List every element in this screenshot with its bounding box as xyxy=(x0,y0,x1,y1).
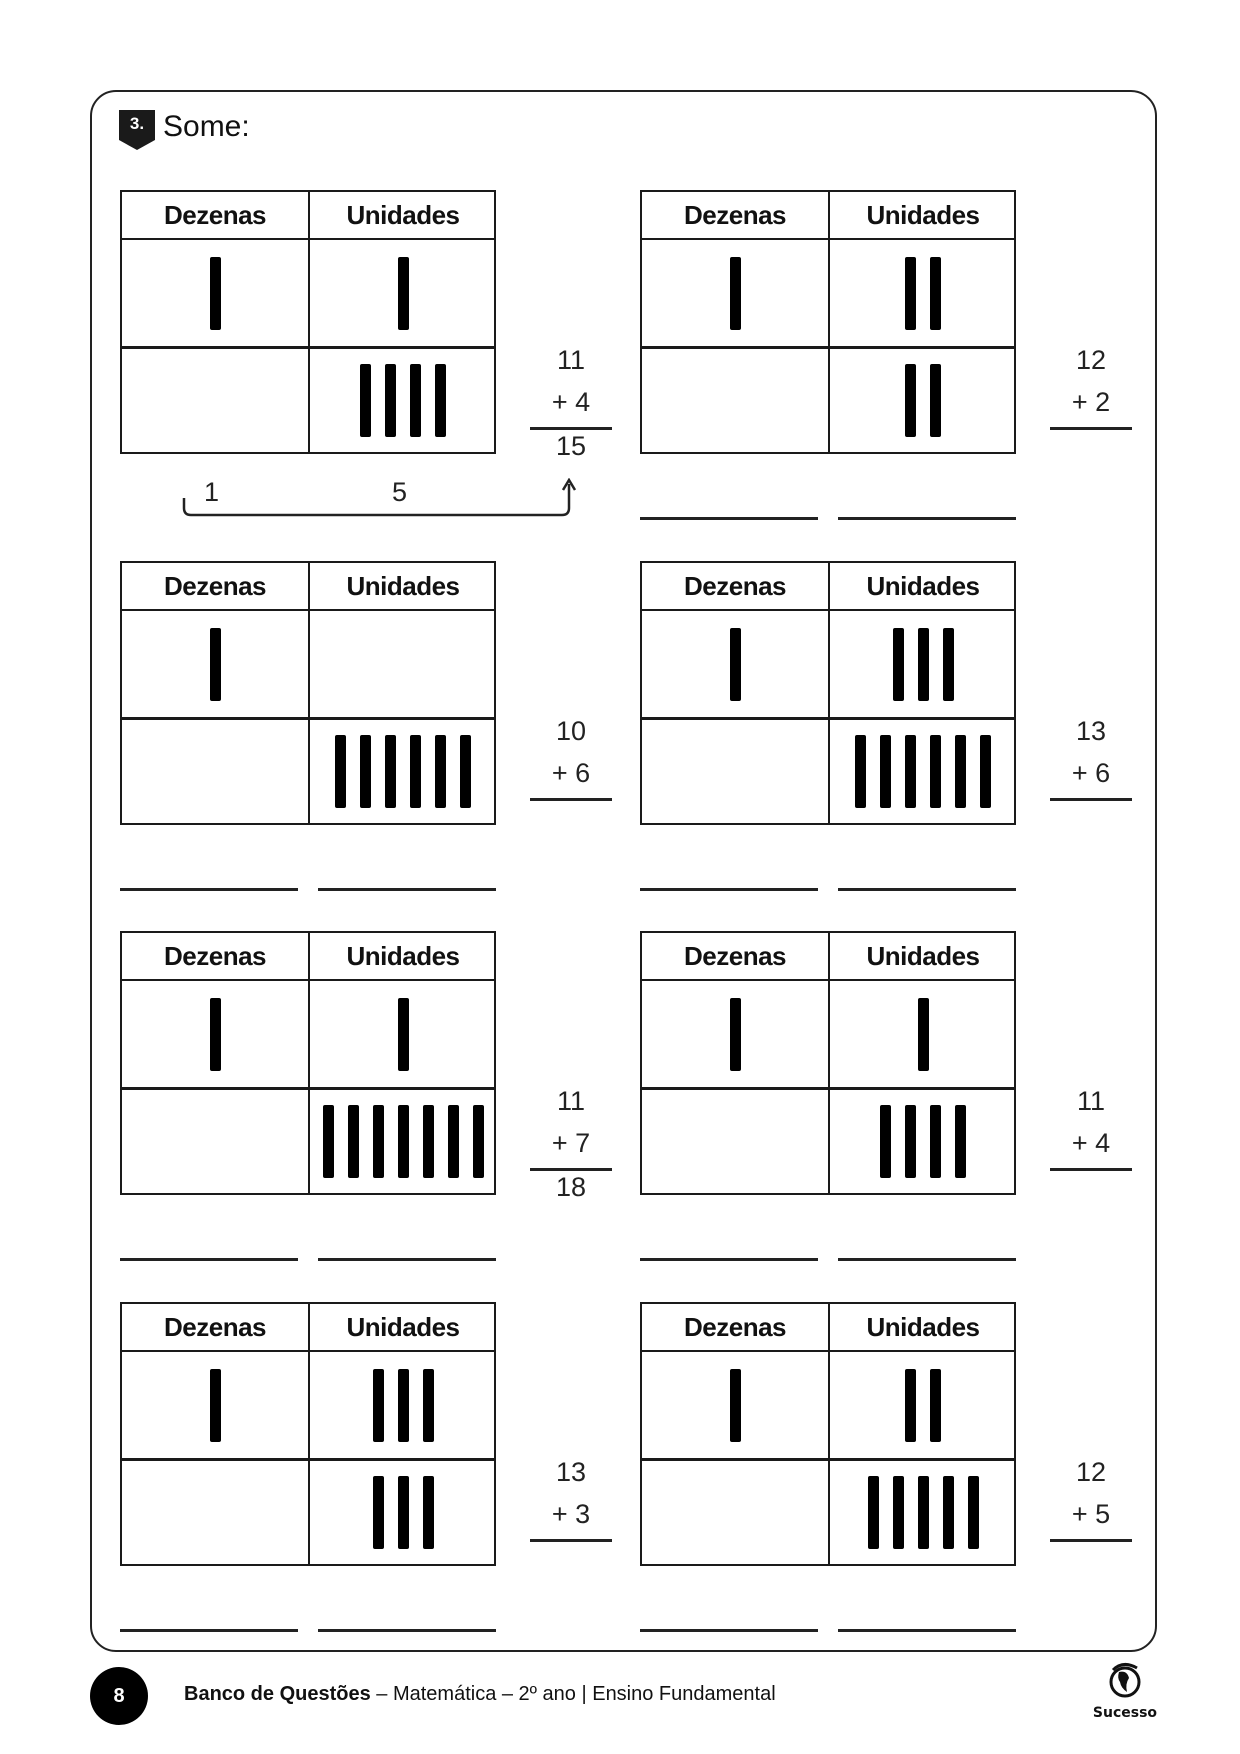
units-cell-row2 xyxy=(830,348,1016,452)
place-value-table xyxy=(120,190,496,454)
addend-1: 11 xyxy=(556,1086,586,1116)
units-cell-row1 xyxy=(310,240,496,346)
stick-icon xyxy=(398,257,409,330)
stick-icon xyxy=(980,735,991,808)
example-arrow-icon xyxy=(180,478,580,523)
sum-line xyxy=(1050,798,1132,801)
tens-cell-row2 xyxy=(122,719,308,823)
place-value-table xyxy=(120,1302,496,1566)
stick-icon xyxy=(210,628,221,701)
stick-icon xyxy=(373,1105,384,1178)
answer-line-units[interactable] xyxy=(838,1258,1016,1261)
tens-cell-row1 xyxy=(642,240,828,346)
stick-icon xyxy=(373,1476,384,1549)
example-answer-tens: 1 xyxy=(204,477,220,507)
sum-line xyxy=(1050,1168,1132,1171)
stick-icon xyxy=(930,364,941,437)
globe-logo-icon xyxy=(1107,1662,1143,1700)
stick-icon xyxy=(918,628,929,701)
stick-icon xyxy=(435,364,446,437)
units-cell-row1 xyxy=(310,611,496,717)
publisher-logo xyxy=(1090,1662,1160,1721)
header-units: Unidades xyxy=(346,1312,460,1342)
answer-line-units[interactable] xyxy=(838,888,1016,891)
tens-cell-row1 xyxy=(122,1352,308,1458)
addend-1: 12 xyxy=(1075,345,1107,375)
header-tens: Dezenas xyxy=(684,571,786,601)
units-cell-row2 xyxy=(830,1460,1016,1564)
footer-title-bold: Banco de Questões xyxy=(184,1683,371,1705)
stick-icon xyxy=(448,1105,459,1178)
stick-icon xyxy=(423,1105,434,1178)
place-value-table xyxy=(640,190,1016,454)
tens-cell-row2 xyxy=(642,719,828,823)
tens-cell-row1 xyxy=(122,611,308,717)
addend-1: 11 xyxy=(556,345,586,375)
units-cell-row2 xyxy=(830,719,1016,823)
header-tens: Dezenas xyxy=(164,571,266,601)
header-tens: Dezenas xyxy=(164,1312,266,1342)
tens-cell-row1 xyxy=(642,611,828,717)
footer-title xyxy=(184,1683,776,1706)
stick-icon xyxy=(730,257,741,330)
stick-icon xyxy=(905,364,916,437)
tens-cell-row2 xyxy=(122,348,308,452)
stick-icon xyxy=(360,364,371,437)
header-units: Unidades xyxy=(346,571,460,601)
place-value-table xyxy=(640,561,1016,825)
units-cell-row1 xyxy=(830,611,1016,717)
header-units: Unidades xyxy=(866,1312,980,1342)
tens-cell-row2 xyxy=(642,1460,828,1564)
place-value-table xyxy=(120,561,496,825)
addend-2: + 7 xyxy=(551,1128,591,1158)
units-cell-row2 xyxy=(830,1089,1016,1193)
sum-line xyxy=(1050,1539,1132,1542)
question-instruction: Some: xyxy=(163,110,250,143)
stick-icon xyxy=(930,735,941,808)
place-value-table xyxy=(640,931,1016,1195)
tens-cell-row1 xyxy=(122,240,308,346)
header-tens: Dezenas xyxy=(684,1312,786,1342)
sum-result: 15 xyxy=(555,431,587,461)
header-tens: Dezenas xyxy=(684,200,786,230)
units-cell-row2 xyxy=(310,719,496,823)
tens-cell-row2 xyxy=(642,348,828,452)
units-cell-row1 xyxy=(310,1352,496,1458)
answer-line-tens[interactable] xyxy=(120,888,298,891)
place-value-table xyxy=(640,1302,1016,1566)
units-cell-row2 xyxy=(310,1460,496,1564)
stick-icon xyxy=(348,1105,359,1178)
logo-text: Sucesso xyxy=(1092,1705,1158,1721)
stick-icon xyxy=(905,1105,916,1178)
units-cell-row1 xyxy=(830,1352,1016,1458)
header-units: Unidades xyxy=(866,571,980,601)
stick-icon xyxy=(930,257,941,330)
sum-line xyxy=(530,1539,612,1542)
stick-icon xyxy=(905,257,916,330)
stick-icon xyxy=(905,735,916,808)
answer-line-tens[interactable] xyxy=(120,1629,298,1632)
answer-line-tens[interactable] xyxy=(120,1258,298,1261)
stick-icon xyxy=(955,1105,966,1178)
header-tens: Dezenas xyxy=(164,200,266,230)
answer-line-units[interactable] xyxy=(838,517,1016,520)
stick-icon xyxy=(398,1476,409,1549)
stick-icon xyxy=(893,1476,904,1549)
stick-icon xyxy=(968,1476,979,1549)
addend-1: 11 xyxy=(1076,1086,1106,1116)
footer-title-rest: – Matemática – 2º ano | Ensino Fundamental xyxy=(370,1683,776,1705)
stick-icon xyxy=(930,1369,941,1442)
sum-line xyxy=(1050,427,1132,430)
answer-line-tens[interactable] xyxy=(640,888,818,891)
page-number: 8 xyxy=(90,1667,148,1725)
answer-line-units[interactable] xyxy=(838,1629,1016,1632)
sum-line xyxy=(530,1168,612,1171)
stick-icon xyxy=(730,1369,741,1442)
stick-icon xyxy=(918,1476,929,1549)
stick-icon xyxy=(880,735,891,808)
sum-result: 18 xyxy=(555,1172,587,1202)
stick-icon xyxy=(473,1105,484,1178)
stick-icon xyxy=(435,735,446,808)
header-units: Unidades xyxy=(866,200,980,230)
units-cell-row2 xyxy=(310,1089,496,1193)
tens-cell-row2 xyxy=(642,1089,828,1193)
stick-icon xyxy=(423,1369,434,1442)
addend-2: + 4 xyxy=(551,387,591,417)
stick-icon xyxy=(410,364,421,437)
stick-icon xyxy=(385,364,396,437)
stick-icon xyxy=(868,1476,879,1549)
stick-icon xyxy=(460,735,471,808)
stick-icon xyxy=(210,1369,221,1442)
addend-2: + 2 xyxy=(1071,387,1111,417)
stick-icon xyxy=(410,735,421,808)
stick-icon xyxy=(855,735,866,808)
stick-icon xyxy=(385,735,396,808)
answer-line-units[interactable] xyxy=(318,888,496,891)
answer-line-tens[interactable] xyxy=(640,1258,818,1261)
answer-line-units[interactable] xyxy=(318,1629,496,1632)
stick-icon xyxy=(880,1105,891,1178)
addend-2: + 5 xyxy=(1071,1499,1111,1529)
stick-icon xyxy=(930,1105,941,1178)
stick-icon xyxy=(210,257,221,330)
stick-icon xyxy=(905,1369,916,1442)
addend-1: 10 xyxy=(555,716,587,746)
stick-icon xyxy=(398,1105,409,1178)
header-units: Unidades xyxy=(866,941,980,971)
tens-cell-row1 xyxy=(642,1352,828,1458)
units-cell-row1 xyxy=(830,981,1016,1087)
tens-cell-row2 xyxy=(122,1089,308,1193)
place-value-table xyxy=(120,931,496,1195)
units-cell-row1 xyxy=(310,981,496,1087)
answer-line-tens[interactable] xyxy=(640,517,818,520)
addend-2: + 6 xyxy=(551,758,591,788)
stick-icon xyxy=(943,628,954,701)
example-answer-units: 5 xyxy=(392,477,408,507)
stick-icon xyxy=(335,735,346,808)
tens-cell-row2 xyxy=(122,1460,308,1564)
stick-icon xyxy=(210,998,221,1071)
stick-icon xyxy=(398,1369,409,1442)
tens-cell-row1 xyxy=(642,981,828,1087)
stick-icon xyxy=(943,1476,954,1549)
answer-line-units[interactable] xyxy=(318,1258,496,1261)
question-number: 3. xyxy=(129,114,145,133)
addend-1: 13 xyxy=(555,1457,587,1487)
header-units: Unidades xyxy=(346,200,460,230)
addend-2: + 3 xyxy=(551,1499,591,1529)
units-cell-row1 xyxy=(830,240,1016,346)
header-tens: Dezenas xyxy=(684,941,786,971)
addend-1: 12 xyxy=(1075,1457,1107,1487)
stick-icon xyxy=(730,998,741,1071)
stick-icon xyxy=(955,735,966,808)
sum-line xyxy=(530,427,612,430)
stick-icon xyxy=(918,998,929,1071)
addend-1: 13 xyxy=(1075,716,1107,746)
answer-line-tens[interactable] xyxy=(640,1629,818,1632)
stick-icon xyxy=(893,628,904,701)
header-tens: Dezenas xyxy=(164,941,266,971)
units-cell-row2 xyxy=(310,348,496,452)
addend-2: + 6 xyxy=(1071,758,1111,788)
stick-icon xyxy=(423,1476,434,1549)
tens-cell-row1 xyxy=(122,981,308,1087)
stick-icon xyxy=(730,628,741,701)
header-units: Unidades xyxy=(346,941,460,971)
stick-icon xyxy=(360,735,371,808)
stick-icon xyxy=(373,1369,384,1442)
sum-line xyxy=(530,798,612,801)
stick-icon xyxy=(398,998,409,1071)
addend-2: + 4 xyxy=(1071,1128,1111,1158)
stick-icon xyxy=(323,1105,334,1178)
